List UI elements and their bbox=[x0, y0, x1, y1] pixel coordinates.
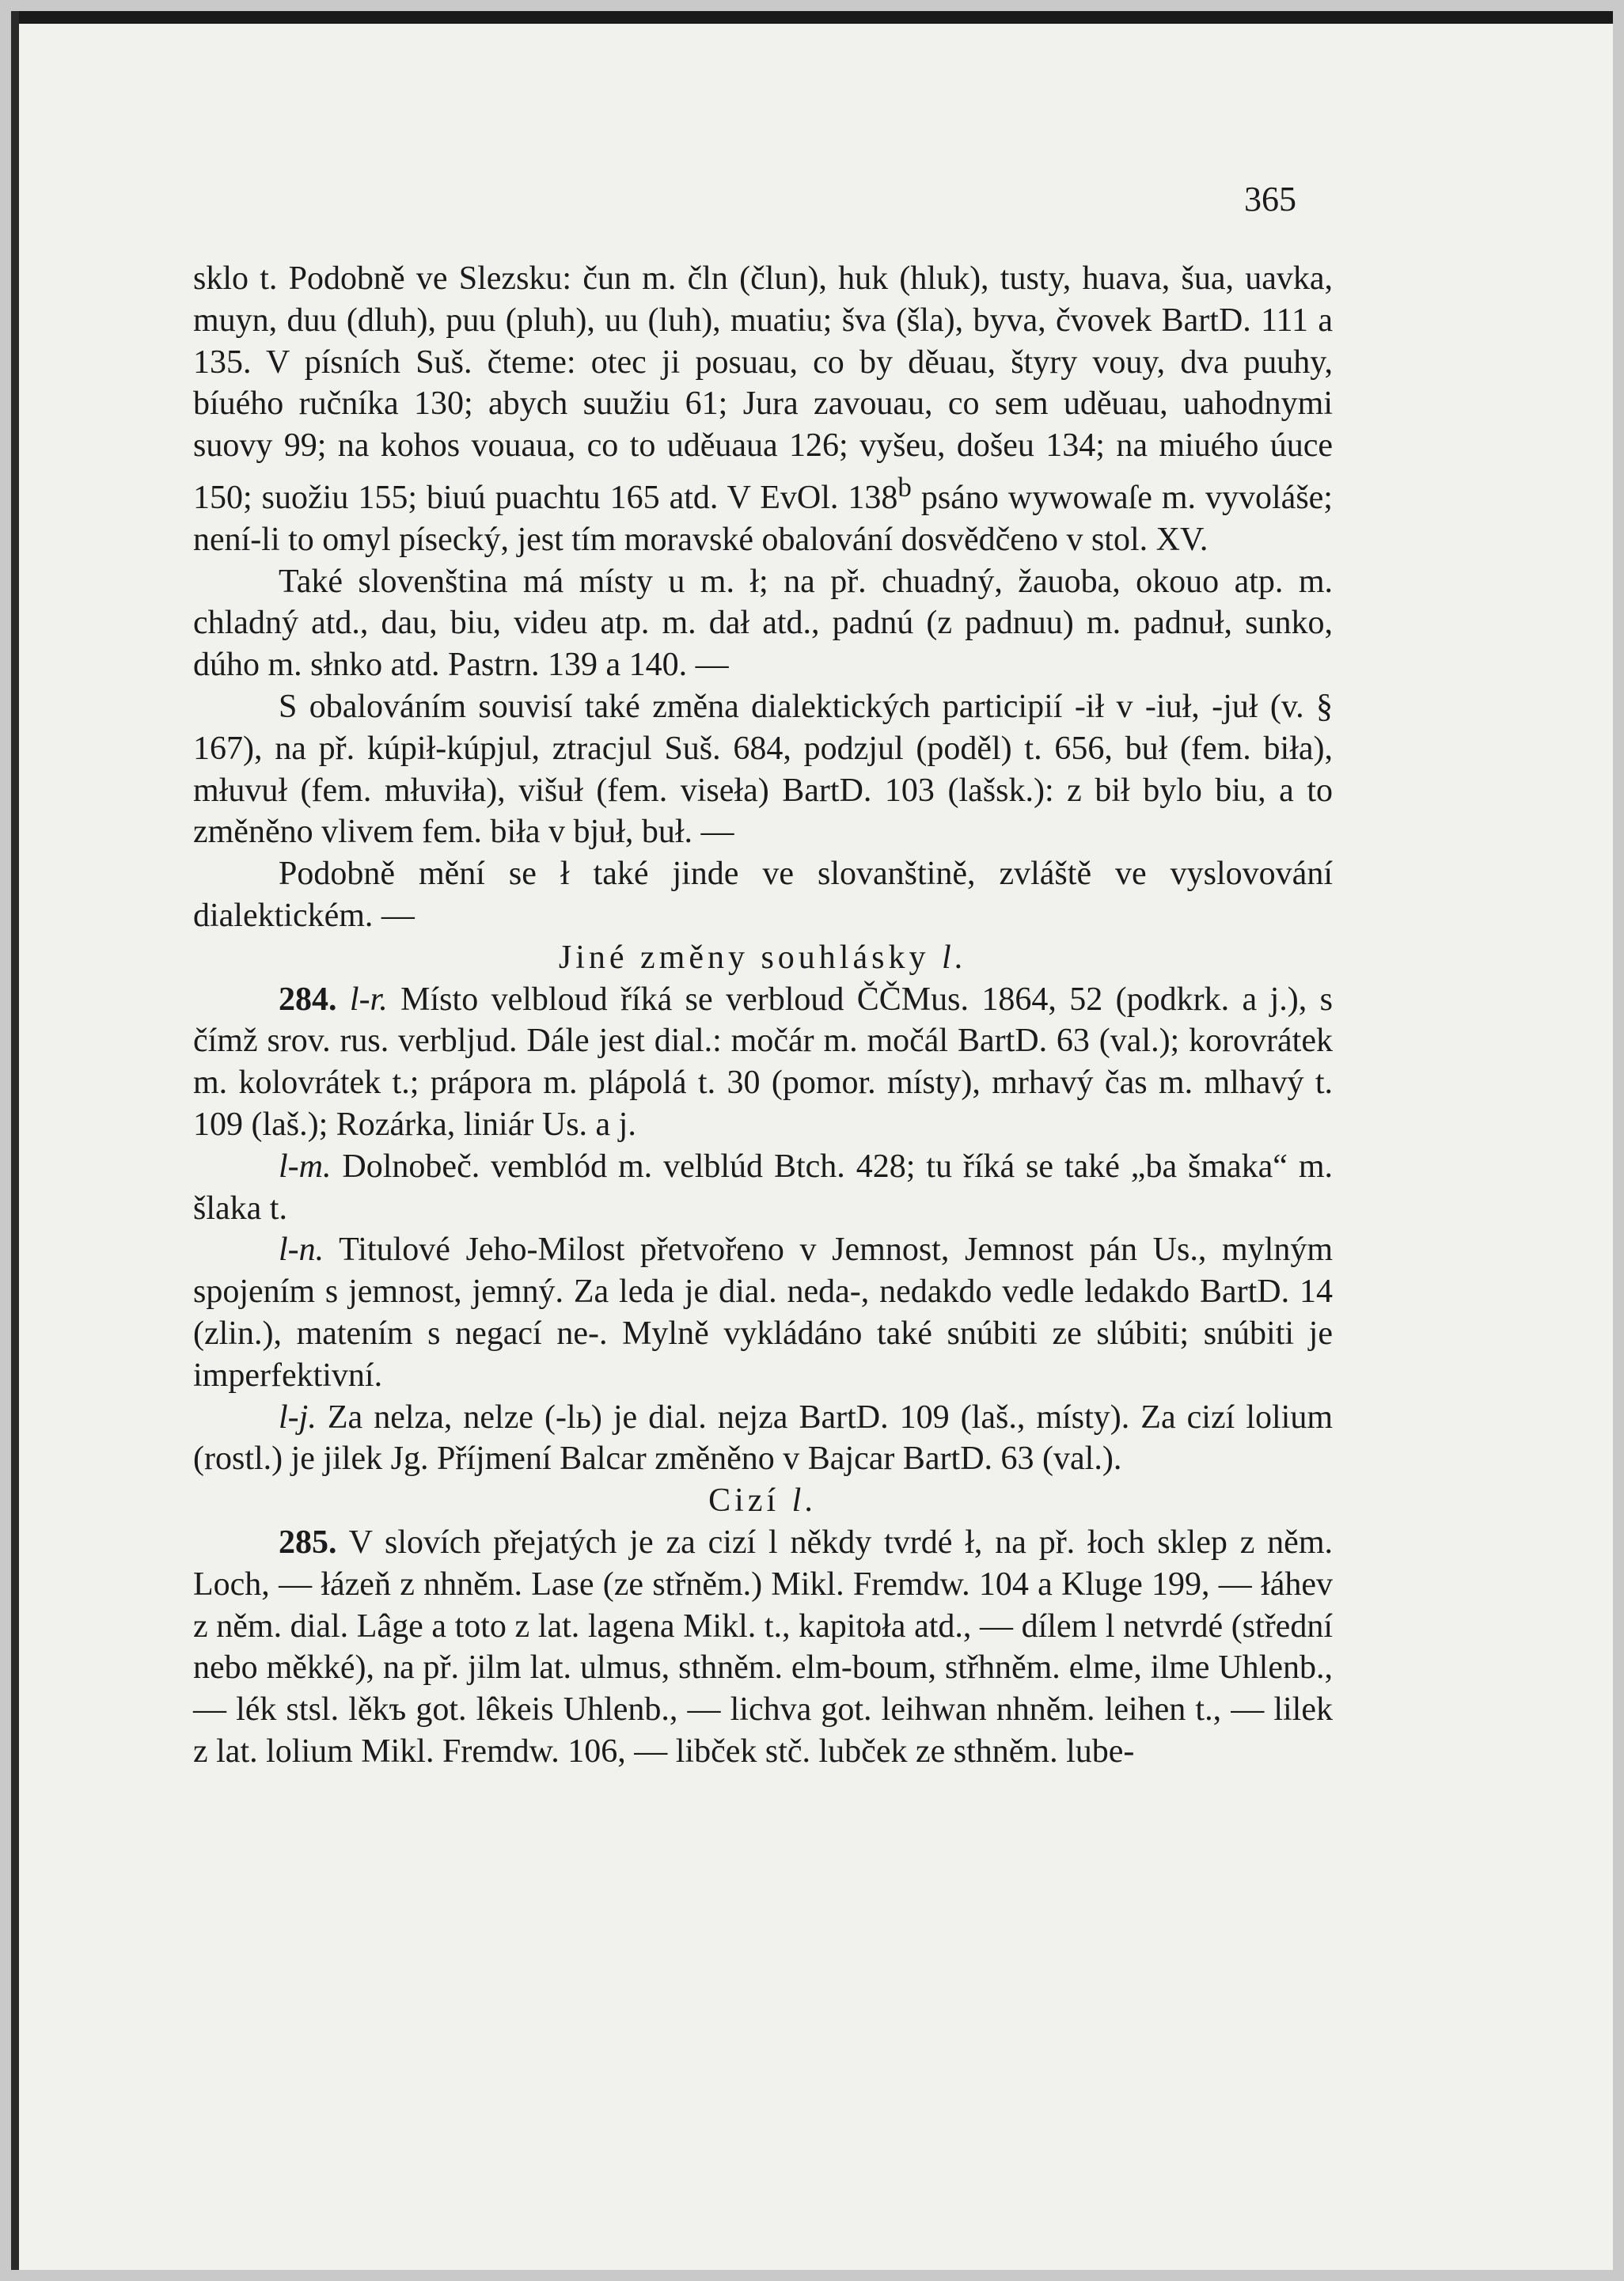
paragraph-text: Dolnobeč. vemblód m. velblúd Btch. 428; tu říká se také „ba šmaka“ m. šlaka t. bbox=[193, 1148, 1334, 1227]
section-number: 285. bbox=[279, 1524, 337, 1561]
paragraph-slovak: Také slovenština má místy u m. ł; na př. chuadný, žauoba, okouo atp. m. chladný atd., dau, biu, videu atp. m. dał atd., padnú (z padnuu) m. padnuł, sunko, dúho m. słnko atd. Pastrn. 139 a 140. — bbox=[193, 563, 1333, 684]
section-heading-foreign-l bbox=[193, 1480, 1333, 1522]
continuation-text-end: psáno wywowaſe m. vyvoláše; není-li to omyl písecký, jest tím moravské obalování dosvědčeno v stol. XV. bbox=[193, 479, 1333, 558]
paragraph-l-m bbox=[193, 1146, 1333, 1230]
section-285 bbox=[193, 1522, 1333, 1773]
text-column bbox=[193, 258, 1333, 1773]
paragraph-text: Titulové Jeho-Milost přetvořeno v Jemnost, Jemnost pán Us., mylným spojením s jemnost, jemný. Za leda je dial. neda-, nedakdo vedle ledakdo BartD. 14 (zlin.), matením s negací ne-. Mylně vykládáno také snúbiti ze slúbiti; snúbiti je imperfektivní. bbox=[193, 1232, 1333, 1394]
paragraph-l-j bbox=[193, 1397, 1333, 1481]
page-number: 365 bbox=[1244, 180, 1296, 218]
section-text: V slovích přejatých je za cizí l někdy tvrdé ł, na př. łoch sklep z něm. Loch, — łázeň z nhněm. Lase (ze střněm.) Mikl. Fremdw. 104 a Kluge 199, — łáhev z něm. dial. Lâge a toto z lat. lagena Mikl. t., kapitoła atd., — dílem l netvrdé (střední nebo měkké), na př. jilm lat. ulmus, sthněm. elm-boum, střhněm. elme, ilme Uhlenb., — lék stsl. lěkъ got. lêkeis Uhlenb., — lichva got. leihwan nhněm. leihen t., — lilek z lat. lolium Mikl. Fremdw. 106, — libček stč. lubček ze sthněm. lube- bbox=[193, 1524, 1333, 1770]
paragraph-label: l-n. bbox=[279, 1232, 324, 1269]
scan-top-edge bbox=[11, 11, 1613, 24]
scan-left-edge bbox=[11, 11, 19, 2270]
scanned-page bbox=[11, 11, 1613, 2270]
paragraph-l-n bbox=[193, 1229, 1333, 1396]
paragraph-participles: S obalováním souvisí také změna dialektických participií -ił v -iuł, -juł (v. § 167), na př. kúpił-kúpjul, ztracjul Suš. 684, podzjul (poděl) t. 656, buł (fem. biła), młuvuł (fem. młuviła), višuł (fem. viseła) BartD. 103 (lašsk.): z bił bylo biu, a to změněno vlivem fem. biła v bjuł, buł. — bbox=[193, 688, 1333, 851]
section-number: 284. bbox=[279, 981, 337, 1018]
paragraph-text: Za nelza, nelze (-lь) je dial. nejza BartD. 109 (laš., místy). Za cizí lolium (rostl.) je jilek Jg. Příjmení Balcar změněno v Bajcar BartD. 63 (val.). bbox=[193, 1399, 1333, 1478]
heading-letter: l. bbox=[941, 939, 968, 976]
heading-text: Jiné změny souhlásky bbox=[558, 939, 942, 976]
paragraph-slavonic: Podobně mění se ł také jinde ve slovanštině, zvláště ve vyslovování dialektickém. — bbox=[193, 856, 1333, 934]
heading-letter: l. bbox=[791, 1482, 818, 1520]
heading-text: Cizí bbox=[708, 1482, 792, 1520]
section-text: Místo velbloud říká se verbloud ČČMus. 1864, 52 (podkrk. a j.), s čímž srov. rus. verbljud. Dále jest dial.: močár m. močál BartD. 63 (val.); korovrátek m. kolovrátek t.; prápora m. plápolá t. 30 (pomor. místy), mrhavý čas m. mlhavý t. 109 (laš.); Rozárka, liniár Us. a j. bbox=[193, 981, 1334, 1143]
paragraph-label: l-m. bbox=[279, 1148, 332, 1185]
section-label: l-r. bbox=[349, 981, 388, 1018]
continuation-text: sklo t. Podobně ve Slezsku: čun m. čln (člun), huk (hluk), tusty, huava, šua, uavka, muyn, duu (dluh), puu (pluh), uu (luh), muatiu; šva (šla), byva, čvovek BartD. 111 a 135. V písních Suš. čteme: otec ji posuau, co by děuau, štyry vouy, dva puuhy, bíuého ručníka 130; abych suužiu 61; Jura zavouau, co sem uděuau, uahodnymi suovy 99; na kohos vouaua, co to uděuaua 126; vyšeu, došeu 134; na miuého úuce 150; suožiu 155; biuú puachtu 165 atd. V EvOl. 138 bbox=[193, 260, 1333, 516]
section-284 bbox=[193, 979, 1333, 1146]
paragraph-label: l-j. bbox=[279, 1399, 317, 1436]
section-heading-other-changes bbox=[193, 937, 1333, 979]
continuation-superscript: b bbox=[897, 471, 912, 503]
continuation-paragraph bbox=[193, 258, 1333, 561]
